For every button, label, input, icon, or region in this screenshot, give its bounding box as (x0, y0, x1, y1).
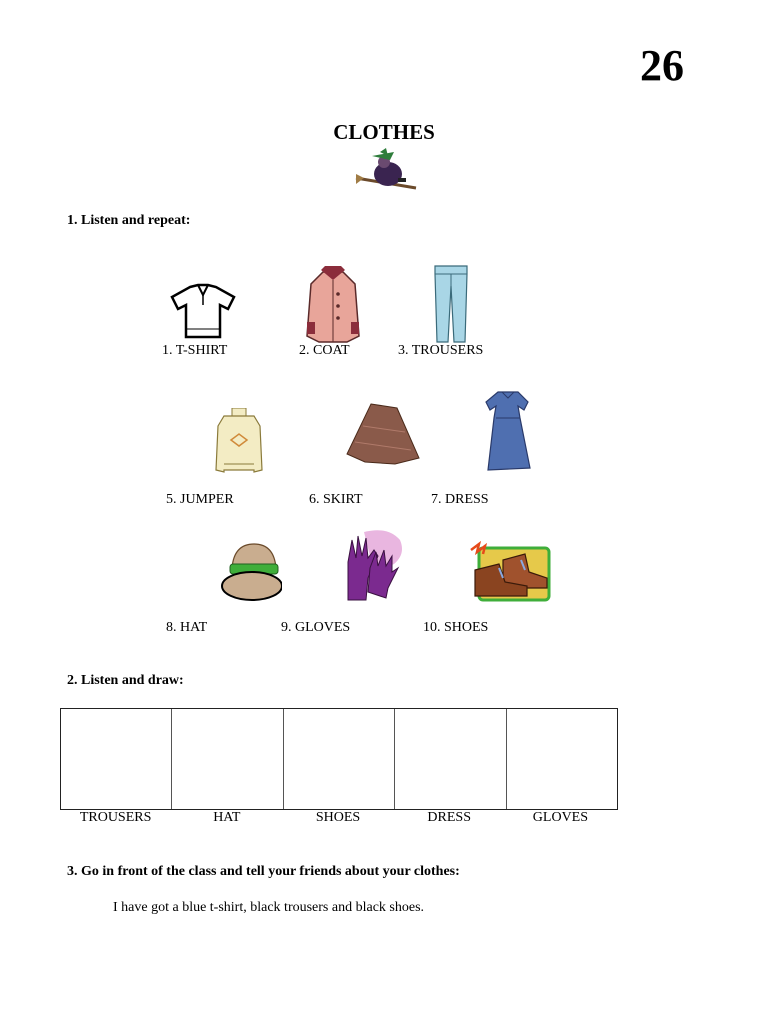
item-label-shoes: 10. SHOES (423, 620, 489, 635)
gloves-icon (344, 528, 406, 602)
trousers-icon (432, 264, 470, 344)
item-label-t-shirt: 1. T-SHIRT (162, 343, 228, 358)
t-shirt-icon (168, 283, 238, 339)
item-label-jumper: 5. JUMPER (166, 492, 234, 507)
draw-cell-gloves[interactable] (507, 709, 617, 809)
dress-icon (482, 388, 534, 472)
example-sentence: I have got a blue t-shirt, black trousers and black shoes. (113, 900, 425, 915)
coat-icon (305, 266, 361, 344)
item-label-dress: 7. DRESS (431, 492, 489, 507)
item-label-trousers: 3. TROUSERS (398, 343, 484, 358)
draw-label: HAT (213, 810, 241, 825)
draw-cell-dress[interactable] (395, 709, 506, 809)
draw-labels (60, 810, 616, 826)
draw-label: TROUSERS (79, 810, 152, 825)
section-1-heading: 1. Listen and repeat: (67, 213, 191, 228)
shoes-icon (469, 538, 551, 602)
witch-icon (354, 148, 418, 194)
draw-cell-trousers[interactable] (61, 709, 172, 809)
item-label-hat: 8. HAT (166, 620, 208, 635)
draw-cell-shoes[interactable] (284, 709, 395, 809)
page-title: CLOTHES (333, 120, 435, 144)
draw-label: DRESS (427, 810, 471, 825)
item-label-gloves: 9. GLOVES (281, 620, 351, 635)
draw-label: SHOES (315, 810, 361, 825)
item-label-coat: 2. COAT (299, 343, 350, 358)
draw-table (60, 708, 618, 810)
draw-cell-hat[interactable] (172, 709, 283, 809)
draw-label: GLOVES (532, 810, 589, 825)
hat-icon (220, 542, 282, 602)
skirt-icon (345, 402, 421, 466)
page-number: 26 (640, 41, 684, 90)
jumper-icon (214, 408, 264, 474)
section-2-heading: 2. Listen and draw: (67, 673, 184, 688)
section-3-heading: 3. Go in front of the class and tell your friends about your clothes: (67, 864, 460, 879)
item-label-skirt: 6. SKIRT (309, 492, 363, 507)
